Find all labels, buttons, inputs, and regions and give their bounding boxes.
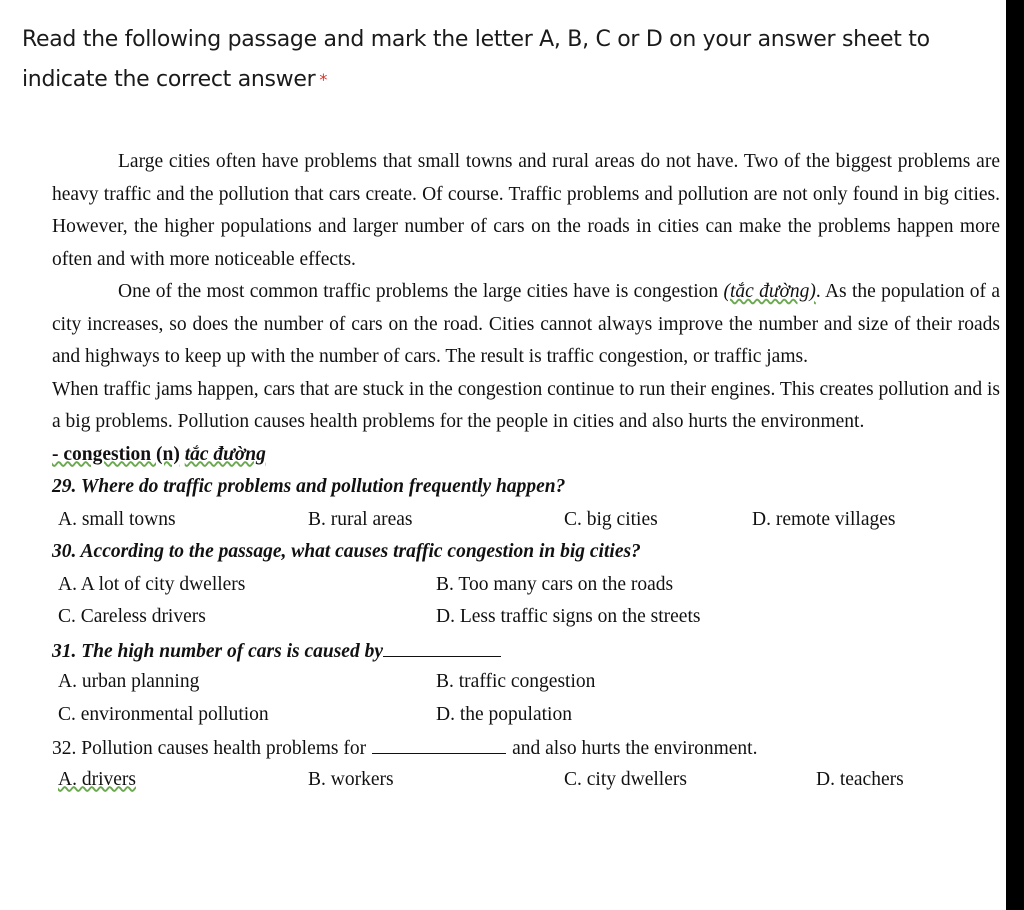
question-30-options-row2 bbox=[52, 601, 1000, 634]
passage-paragraph-1: Large cities often have problems that small towns and rural areas do not have. Two of the biggest problems are heavy traffic and the pollution that cars create. Of course. Traffic problems and pollution are not only found in big cities. However, the higher populations and larger number of cars on the roads in cities can make the problems happen more often and with more noticeable effects. bbox=[52, 151, 1000, 270]
question-32-start: 32. Pollution causes health problems for bbox=[52, 738, 367, 759]
question-32-options bbox=[52, 764, 1000, 797]
passage-paragraph-2-start: One of the most common traffic problems the large cities have is congestion bbox=[118, 281, 719, 302]
question-30: 30. According to the passage, what causes traffic congestion in big cities? bbox=[52, 541, 641, 562]
answer-blank-31 bbox=[383, 634, 501, 657]
passage-paragraph-3: When traffic jams happen, cars that are stuck in the congestion continue to run their engines. This creates pollution and is a big problems. Pollution causes health problems for the people in cities and also hurts the environment. bbox=[52, 378, 1000, 432]
passage-paragraph-2-rest: . As the population of a city increases, so does the number of cars on the road. Cities cannot always improve the number and size of their roads and highways to keep up with the number of cars. The result is traffic congestion, or traffic jams. bbox=[52, 281, 1001, 367]
question-title-line2 bbox=[22, 60, 1006, 100]
question-29-options bbox=[52, 504, 1000, 537]
vocab-word: - congestion (n) bbox=[52, 443, 180, 465]
question-30-options-row1 bbox=[52, 569, 1000, 602]
option-29-a: A. small towns bbox=[58, 508, 176, 530]
question-31-line bbox=[52, 634, 1000, 667]
option-29-b: B. rural areas bbox=[308, 508, 413, 530]
option-29-d: D. remote villages bbox=[752, 508, 896, 530]
question-title-line1: Read the following passage and mark the letter A, B, C or D on your answer sheet to bbox=[22, 27, 930, 52]
question-31-options-row2 bbox=[52, 699, 1000, 732]
question-32-end: and also hurts the environment. bbox=[512, 738, 758, 759]
question-header bbox=[22, 20, 1006, 100]
option-32-a: A. drivers bbox=[58, 768, 136, 790]
option-30-d: D. Less traffic signs on the streets bbox=[436, 606, 701, 627]
question-29: 29. Where do traffic problems and pollution frequently happen? bbox=[52, 476, 566, 497]
vocab-meaning: tắc đường bbox=[184, 443, 266, 465]
question-title-line2-text: indicate the correct answer bbox=[22, 67, 316, 92]
question-31: 31. The high number of cars is caused by bbox=[52, 640, 383, 662]
option-31-c: C. environmental pollution bbox=[58, 703, 269, 725]
required-marker: * bbox=[319, 70, 328, 89]
option-30-a: A. A lot of city dwellers bbox=[58, 573, 246, 595]
option-29-c: C. big cities bbox=[564, 508, 658, 530]
passage-gloss: (tắc đường) bbox=[723, 281, 816, 302]
question-32-line bbox=[52, 731, 1000, 764]
question-31-options-row1 bbox=[52, 666, 1000, 699]
option-32-d: D. teachers bbox=[816, 768, 904, 790]
option-31-d: D. the population bbox=[436, 703, 572, 725]
option-30-b: B. Too many cars on the roads bbox=[436, 573, 674, 595]
vocab-note bbox=[52, 439, 1000, 472]
option-32-b: B. workers bbox=[308, 768, 394, 790]
option-32-c: C. city dwellers bbox=[564, 768, 687, 790]
answer-blank-32 bbox=[372, 731, 506, 754]
option-30-c: C. Careless drivers bbox=[58, 606, 206, 627]
passage-paragraph-2 bbox=[52, 276, 1000, 374]
option-31-a: A. urban planning bbox=[58, 671, 200, 692]
passage-image bbox=[52, 146, 1000, 796]
option-31-b: B. traffic congestion bbox=[436, 671, 596, 692]
